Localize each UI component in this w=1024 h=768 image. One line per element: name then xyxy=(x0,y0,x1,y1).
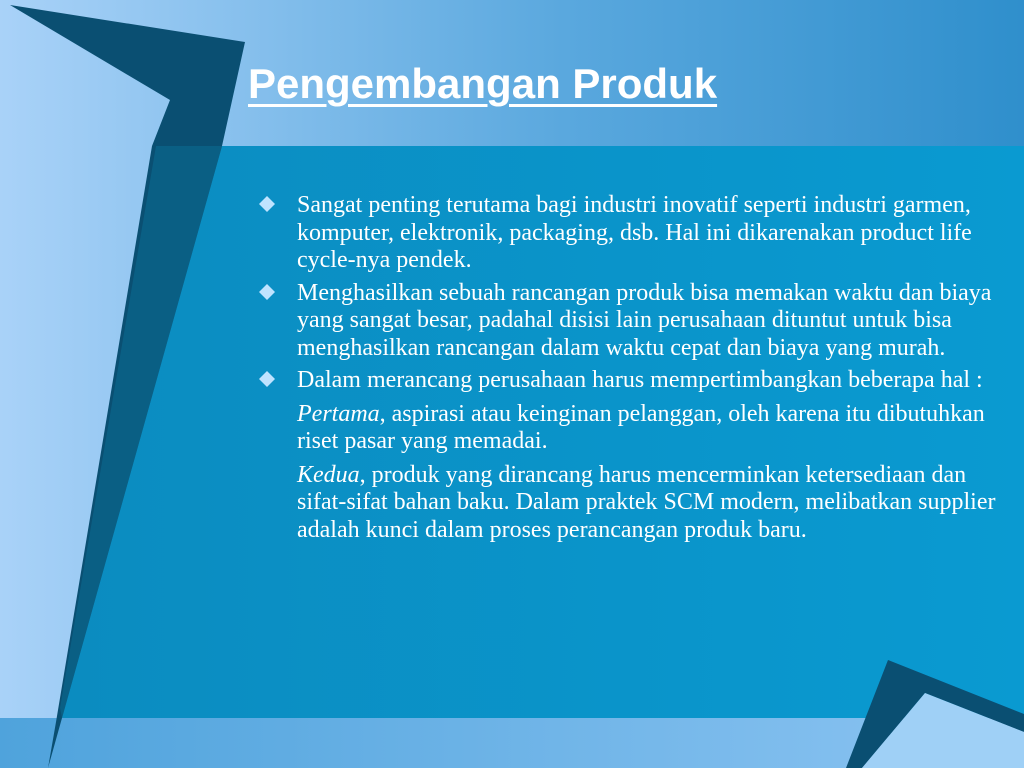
sub-point-text: , aspirasi atau keinginan pelanggan, oleh karena itu dibutuhkan riset pasar yang memadai. xyxy=(297,400,985,454)
bullet-text: Dalam merancang perusahaan harus mempertimbangkan beberapa hal : xyxy=(297,367,983,393)
bullet-item xyxy=(258,192,1003,275)
bullet-item xyxy=(258,280,1003,363)
diamond-bullet-icon xyxy=(258,283,276,301)
diamond-bullet-icon xyxy=(258,195,276,213)
sub-point-lead: Pertama xyxy=(297,400,380,427)
sub-point xyxy=(258,462,1003,545)
sub-point-lead: Kedua xyxy=(297,461,360,488)
slide-title: Pengembangan Produk xyxy=(248,60,718,107)
bullet-text: Sangat penting terutama bagi industri inovatif seperti industri garmen, komputer, elektronik, packaging, dsb. Hal ini dikarenakan product life cycle-nya pendek. xyxy=(297,192,972,273)
slide-content xyxy=(258,192,1003,550)
sub-point xyxy=(258,401,1003,456)
bullet-text: Menghasilkan sebuah rancangan produk bisa memakan waktu dan biaya yang sangat besar, padahal disisi lain perusahaan dituntut untuk bisa menghasilkan rancangan dalam waktu cepat dan biaya yang murah. xyxy=(297,279,992,361)
diamond-bullet-icon xyxy=(258,370,276,388)
sub-point-text: , produk yang dirancang harus mencerminkan ketersediaan dan sifat-sifat bahan baku. Dalam praktek SCM modern, melibatkan supplier adalah kunci dalam proses perancangan produk baru. xyxy=(297,461,996,543)
bullet-item xyxy=(258,367,1003,395)
